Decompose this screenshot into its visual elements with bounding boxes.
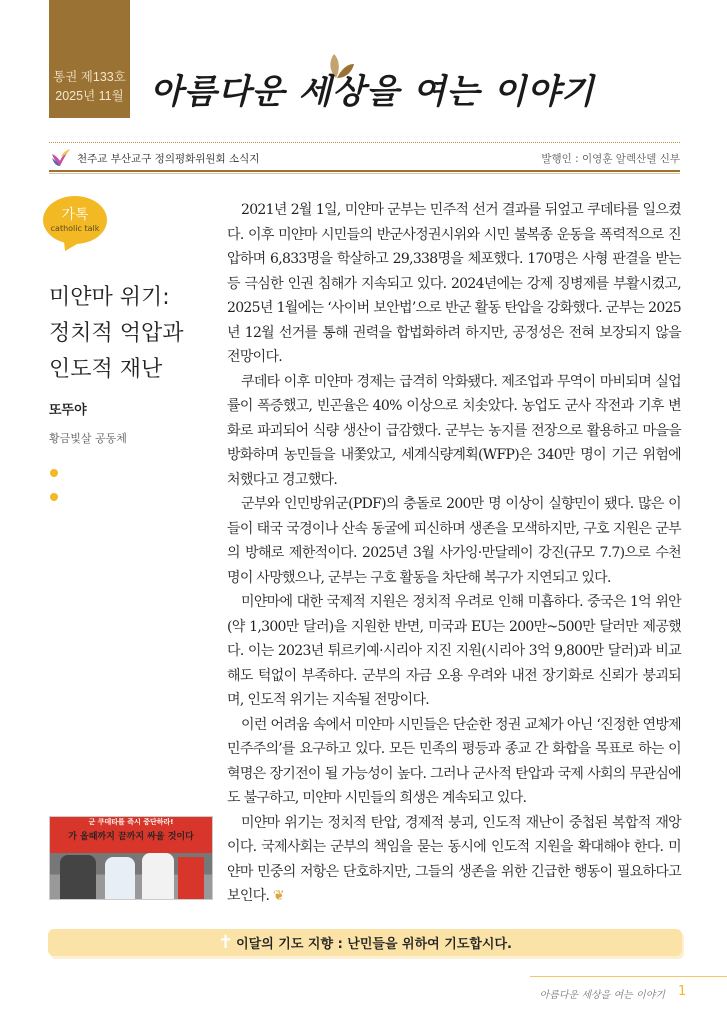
footer-masthead: 아름다운 세상을 여는 이야기 [539,990,665,1001]
issue-number: 통권 제133호 [53,70,126,84]
banner-line: 가 올때까지 끝까지 싸울 것이다 [68,832,194,842]
paragraph: 미얀마에 대한 국제적 지원은 정치적 우려로 인해 미흡하다. 중국은 1억 위안(약 1,300만 달러)을 지원한 반면, 미국과 EU는 200만~500만 달러만 제공했다. 이는 2023년 튀르키예·시리아 지진 지원(시리아 3억 9,800만 달러)과 비교해도 턱없이 부족하다. 군부의 자금 오용 우려와 내전 장기화로 신뢰가 붕괴되며, 인도적 위기는 지속될 전망이다. [227,594,681,708]
prayer-banner [48,929,682,956]
protest-photo [49,816,213,900]
title-line: 정치적 억압과 [49,321,184,346]
publisher: 발행인 : 이영훈 알렉산델 신부 [541,152,680,165]
title-line: 미얀마 위기: [49,285,170,310]
category-ko: 가톡 [61,207,89,223]
paragraph: 쿠데타 이후 미얀마 경제는 급격히 악화됐다. 제조업과 무역이 마비되며 실업률이 폭증했고, 빈곤율은 40% 이상으로 치솟았다. 농업도 군사 작전과 기후 변화로 파괴되어 식량 생산이 급감했다. 군부는 농지를 전장으로 활용하고 마을을 방화하며 농민들을 내쫓았고, 세계식량계획(WFP)은 340만 명이 기근 위험에 처했다고 경고했다. [227,373,681,488]
org-row [49,148,680,168]
cross-icon: ✝ [218,932,234,953]
paragraph: 군부와 인민방위군(PDF)의 충돌로 200만 명 이상이 실향민이 됐다. 많은 이들이 태국 국경이나 산속 동굴에 피신하며 생존을 모색하지만, 구호 지원은 군부의 방해로 제한적이다. 2025년 3월 사가잉·만달레이 강진(규모 7.7)으로 수천 명이 사망했으나, 군부는 구호 활동을 차단해 복구가 지연되고 있다. [227,496,681,586]
paragraph: 2021년 2월 1일, 미얀마 군부는 민주적 선거 결과를 뒤엎고 쿠데타를 일으켰다. 이후 미얀마 시민들의 반군사정권시위와 시민 불복종 운동을 폭력적으로 진압하며 6,833명을 학살하고 29,338명을 체포했다. 170명은 사형 판결을 받는 등 극심한 인권 침해가 지속되고 있다. 2024년에는 강제 징병제를 부활시켰고, 2025년 1월에는 ‘사이버 보안법’으로 반군 활동 탄압을 강화했다. 군부는 2025년 12월 선거를 통해 권력을 합법화하려 하지만, 공정성은 전혀 보장되지 않을 전망이다. [227,202,681,365]
photo-banner [50,817,212,853]
banner-line: 군 쿠데타를 즉시 중단하라! [88,818,174,826]
org-name: 천주교 부산교구 정의평화위원회 소식지 [77,152,260,165]
masthead-title: 아름다운 세상을 여는 이야기 [150,72,595,112]
category-bubble [43,196,107,244]
divider [49,142,680,143]
issue-box [49,0,130,118]
page-number: 1 [678,984,687,999]
author-org: 황금빛살 공동체 [49,432,127,445]
bullet-dot [50,469,58,477]
header-divider [49,170,680,174]
category-en: catholic talk [50,224,100,233]
issue-date: 2025년 11월 [55,89,124,103]
author-name: 또뚜야 [49,403,87,418]
title-line: 인도적 재난 [49,357,163,382]
paragraph: 미얀마 위기는 정치적 탄압, 경제적 붕괴, 인도적 재난이 중첩된 복합적 재앙이다. 국제사회는 군부의 책임을 묻는 동시에 인도적 지원을 확대해야 한다. 미얀마 민중의 저항은 단호하지만, 그들의 생존을 위한 긴급한 행동이 필요하다고 보인다. [227,814,681,904]
paragraph: 이런 어려움 속에서 미얀마 시민들은 단순한 정권 교체가 아닌 ‘진정한 연방제 민주주의’를 요구하고 있다. 모든 민족의 평등과 종교 간 화합을 목표로 하는 이 혁명은 장기전이 될 가능성이 높다. 그러나 군사적 탄압과 국제 사회의 무관심에도 불구하고, 미얀마 시민들의 희생은 계속되고 있다. [227,716,681,806]
bullet-dot [50,493,58,501]
article-body [227,198,681,909]
jpcb-logo [49,148,71,168]
footer-line [530,976,727,977]
end-leaf-icon: ❦ [273,888,285,904]
prayer-text: 이달의 기도 지향 : 난민들을 위하여 기도합시다. [236,937,512,952]
article-title [49,280,219,388]
